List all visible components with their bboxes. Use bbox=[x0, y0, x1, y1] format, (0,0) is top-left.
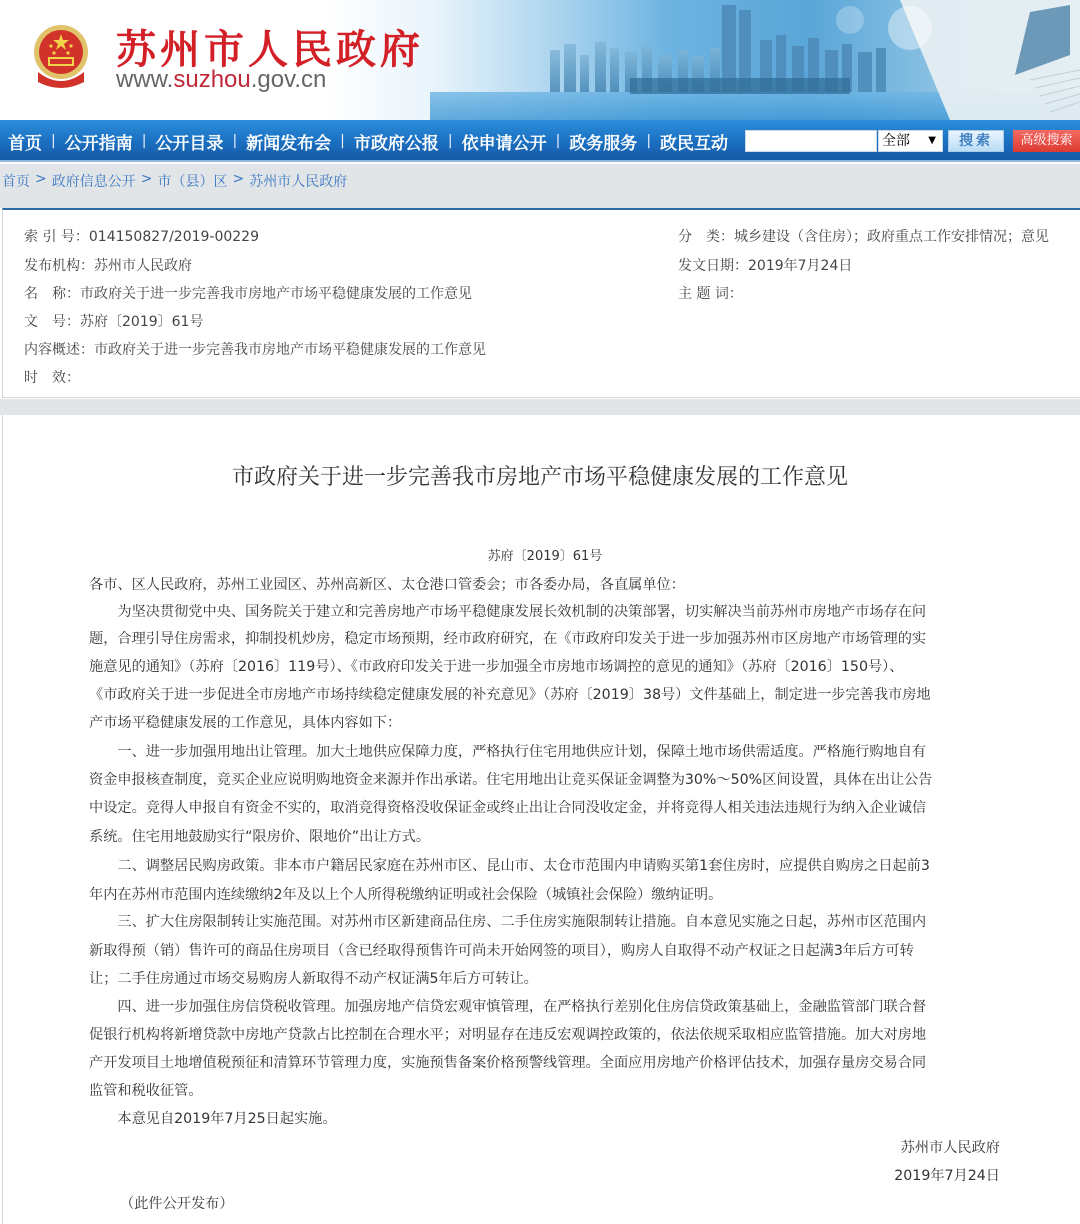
nav-home[interactable]: 首页 bbox=[8, 133, 42, 154]
nav-separator: | bbox=[232, 133, 238, 149]
section-divider bbox=[0, 399, 1080, 415]
meta-publisher: 发布机构：苏州市人民政府 bbox=[24, 258, 192, 274]
article-line: 促银行机构将新增贷款中房地产贷款占比控制在合理水平；对明显存在违反宏观调控政策的，依法依规采取相应监管措施。加大对房地 bbox=[89, 1027, 927, 1043]
nav-gazette[interactable]: 市政府公报 bbox=[353, 133, 439, 154]
nav-separator: | bbox=[51, 133, 56, 149]
url-prefix: www. bbox=[116, 66, 174, 93]
site-banner bbox=[0, 0, 1080, 120]
nav-items bbox=[8, 120, 728, 162]
article-title: 市政府关于进一步完善我市房地产市场平稳健康发展的工作意见 bbox=[231, 465, 848, 490]
nav-separator: | bbox=[340, 133, 345, 149]
nav-press-conference[interactable]: 新闻发布会 bbox=[246, 133, 332, 154]
article-doc-no: 苏府〔2019〕61号 bbox=[487, 549, 603, 564]
breadcrumb-county-district[interactable]: 市（县）区 bbox=[157, 174, 228, 190]
nav-interaction[interactable]: 政民互动 bbox=[660, 133, 729, 154]
breadcrumb-home[interactable]: 首页 bbox=[2, 174, 30, 190]
search-input[interactable] bbox=[745, 130, 877, 152]
meta-summary: 内容概述：市政府关于进一步完善我市房地产市场平稳健康发展的工作意见 bbox=[24, 342, 486, 358]
article-line: 年内在苏州市范围内连续缴纳2年及以上个人所得税缴纳证明或社会保险（城镇社会保险）缴纳证明。 bbox=[89, 887, 723, 903]
nav-request-disclosure[interactable]: 依申请公开 bbox=[461, 133, 547, 154]
article-line: 产市场平稳健康发展的工作意见，具体内容如下： bbox=[89, 715, 402, 731]
article-line: 题，合理引导住房需求，抑制投机炒房，稳定市场预期，经市政府研究，在《市政府印发关于进一步加强苏州市区房地产市场管理的实 bbox=[89, 631, 927, 647]
search-button[interactable]: 搜索 bbox=[948, 130, 1004, 152]
search-scope-value: 全部 bbox=[882, 133, 910, 149]
article-container bbox=[2, 415, 1080, 1224]
article-line: 本意见自2019年7月25日起实施。 bbox=[89, 1111, 337, 1127]
nav-separator: | bbox=[555, 133, 561, 149]
search-scope-select[interactable] bbox=[878, 130, 943, 152]
breadcrumb-separator: > bbox=[232, 171, 245, 187]
meta-validity: 时 效： bbox=[24, 370, 80, 386]
signature-date: 2019年7月24日 bbox=[894, 1168, 1000, 1184]
article-line: 新取得预（销）售许可的商品住房项目（含已经取得预售许可尚未开始网签的项目），购房人自取得不动产权证之日起满3年后方可转 bbox=[89, 943, 914, 959]
nav-disclosure-catalog[interactable]: 公开目录 bbox=[155, 133, 224, 154]
url-suffix: .gov.cn bbox=[250, 66, 327, 93]
nav-separator: | bbox=[447, 133, 453, 149]
meta-issue-date: 发文日期：2019年7月24日 bbox=[678, 258, 853, 274]
breadcrumb-gov-info[interactable]: 政府信息公开 bbox=[51, 174, 136, 190]
meta-index-no: 索 引 号：014150827/2019-00229 bbox=[24, 229, 259, 245]
breadcrumb-separator: > bbox=[140, 171, 153, 187]
nav-disclosure-guide[interactable]: 公开指南 bbox=[64, 133, 133, 154]
article-line: 一、进一步加强用地出让管理。加大土地供应保障力度，严格执行住宅用地供应计划，保障土地市场供需适度。严格施行购地自有 bbox=[89, 744, 927, 760]
article-line: 让；二手住房通过市场交易购房人新取得不动产权证满5年后方可转让。 bbox=[89, 971, 538, 987]
url-highlight: suzhou bbox=[173, 66, 251, 93]
breadcrumb-city-gov[interactable]: 苏州市人民政府 bbox=[249, 174, 348, 190]
site-url bbox=[116, 66, 326, 94]
nav-separator: | bbox=[646, 133, 652, 149]
article-line: 中设定。竞得人申报自有资金不实的，取消竞得资格没收保证金或终止出让合同没收定金，并将竞得人相关违法违规行为纳入企业诚信 bbox=[89, 800, 927, 816]
article-line: 四、进一步加强住房信贷税收管理。加强房地产信贷宏观审慎管理，在严格执行差别化住房信贷政策基础上，金融监管部门联合督 bbox=[89, 999, 927, 1015]
city-skyline-image bbox=[430, 0, 1080, 120]
advanced-search-button[interactable]: 高级搜索 bbox=[1013, 130, 1080, 152]
meta-category: 分 类：城乡建设（含住房）；政府重点工作安排情况；意见 bbox=[678, 229, 1049, 245]
meta-doc-no: 文 号：苏府〔2019〕61号 bbox=[24, 314, 204, 330]
breadcrumb bbox=[2, 171, 347, 191]
nav-government-services[interactable]: 政务服务 bbox=[569, 133, 638, 154]
national-emblem-icon bbox=[32, 24, 90, 90]
article-line: 产开发项目土地增值税预征和清算环节管理力度，实施预售备案价格预警线管理。全面应用房地产价格评估技术，加强存量房交易合同 bbox=[89, 1055, 927, 1071]
article-line: 为坚决贯彻党中央、国务院关于建立和完善房地产市场平稳健康发展长效机制的决策部署，切实解决当前苏州市房地产市场存在问 bbox=[89, 604, 927, 620]
article-line: 《市政府关于进一步促进全市房地产市场持续稳定健康发展的补充意见》（苏府〔2019〕38号）文件基础上，制定进一步完善我市房地 bbox=[89, 687, 931, 703]
meta-keywords: 主 题 词： bbox=[678, 286, 743, 302]
breadcrumb-separator: > bbox=[35, 171, 47, 187]
article-line: 三、扩大住房限制转让实施范围。对苏州市区新建商品住房、二手住房实施限制转让措施。自本意见实施之日起，苏州市区范围内 bbox=[89, 914, 927, 930]
publication-note: （此件公开发布） bbox=[120, 1196, 234, 1212]
article-line: 监管和税收征管。 bbox=[89, 1083, 203, 1099]
site-name: 苏州市人民政府 bbox=[116, 27, 424, 73]
article-line: 系统。住宅用地鼓励实行“限房价、限地价”出让方式。 bbox=[89, 829, 431, 845]
article-line: 资金申报核查制度，竞买企业应说明购地资金来源并作出承诺。住宅用地出让竞买保证金调整为30%～50%区间设置，具体在出让公告 bbox=[89, 772, 933, 788]
article-line: 二、调整居民购房政策。非本市户籍居民家庭在苏州市区、昆山市、太仓市范围内申请购买第1套住房时，应提供自购房之日起前3 bbox=[89, 858, 930, 874]
article-line: 施意见的通知》（苏府〔2016〕119号）、《市政府印发关于进一步加强全市房地市场调控的意见的通知》（苏府〔2016〕150号）、 bbox=[89, 659, 904, 675]
nav-separator: | bbox=[141, 133, 147, 149]
meta-name: 名 称：市政府关于进一步完善我市房地产市场平稳健康发展的工作意见 bbox=[24, 286, 472, 302]
signature-org: 苏州市人民政府 bbox=[900, 1140, 1000, 1156]
article-line: 各市、区人民政府，苏州工业园区、苏州高新区、太仓港口管委会；市各委办局，各直属单位： bbox=[89, 577, 685, 593]
dropdown-arrow-icon: ▼ bbox=[928, 135, 936, 146]
